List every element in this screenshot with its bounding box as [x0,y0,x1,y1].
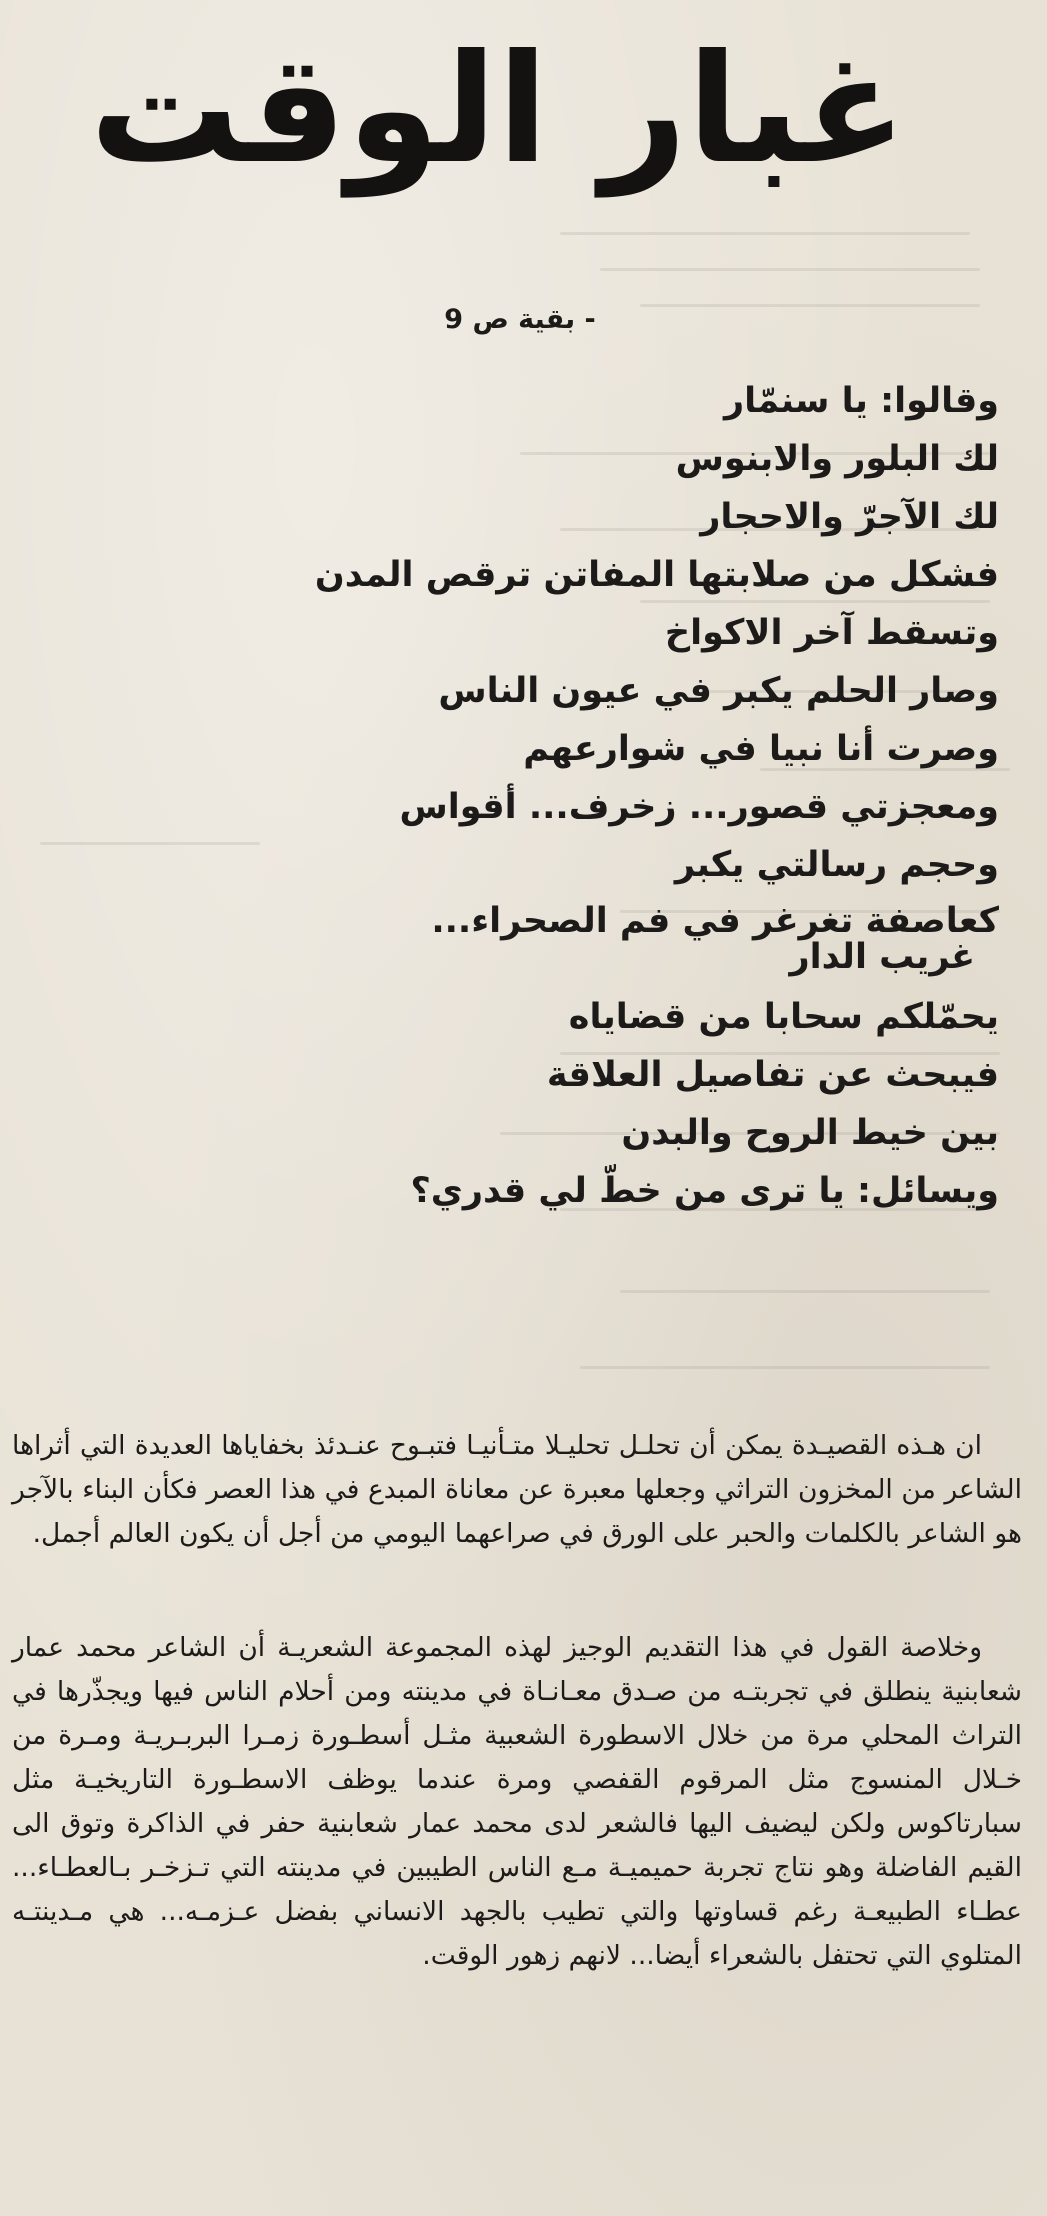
continuation-note: - بقية ص 9 [444,304,596,335]
poem-line: لك البلور والابنوس [675,439,999,479]
poem-line: وحجم رسالتي يكبر [674,845,999,885]
poem-line: وقالوا: يا سنمّار [723,381,999,421]
poem-line: ويسائل: يا ترى من خطّ لي قدري؟ [410,1171,999,1211]
show-through-text [620,1290,990,1293]
analysis-paragraph-1 [12,1424,1022,1556]
poem-line: غريب الدار [789,937,975,977]
poem-line: فيبحث عن تفاصيل العلاقة [546,1055,999,1095]
poem-line: كعاصفة تغرغر في فم الصحراء... [431,901,999,941]
poem-line: يحمّلكم سحابا من قضاياه [568,997,999,1037]
poem-line: بين خيط الروح والبدن [621,1113,999,1153]
poem-line: وصرت أنا نبيا في شوارعهم [523,729,999,769]
poem-line: ومعجزتي قصور... زخرف... أقواس [399,787,999,827]
poem-line: وصار الحلم يكبر في عيون الناس [438,671,999,711]
show-through-text [580,1366,990,1369]
poem-line: فشكل من صلابتها المفاتن ترقص المدن [314,555,999,595]
show-through-text [640,600,990,603]
paragraph-text: ان هـذه القصيـدة يمكن أن تحلـل تحليـلا متـأنيـا فتبـوح عنـدئذ بخفاياها العديدة التي أثراها الشاعر من المخزون التراثي وجعلها معبرة عن معاناة المبدع في هذا العصر فكأن البناء بالآجر هو الشاعر بالكلمات والحبر على الورق في صراعهما اليومي من أجل أن يكون العالم أجمل. [12,1430,1022,1549]
show-through-text [40,842,260,845]
show-through-text [560,232,970,235]
show-through-text [640,304,980,307]
paragraph-text: وخلاصة القول في هذا التقديم الوجيز لهذه المجموعة الشعريـة أن الشاعر محمد عمار شعابنية ينطلق في تجربتـه من صـدق معـانـاة في مدينته ومن أحلام الناس فيها ويجذّرها في التراث المحلي مرة من خلال الاسطورة الشعبية مثـل أسطـورة زمـرا البربـريـة ومـرة من خـلال المنسوج مثل المرقوم القفصي ومرة عندما يوظف الاسطـورة التاريخيـة مثل سبارتاكوس ولكن ليضيف اليها فالشعر لدى محمد عمار شعابنية حفر في الذاكرة وتوق الى القيم الفاضلة وهو نتاج تجربة حميميـة مـع الناس الطيبين في مدينته التي تـزخـر بـالعطـاء... عطـاء الطبيعـة رغم قساوتها والتي تطيب بالجهد الانساني بفضل عـزمـه... هي مـدينتـه المتلوي التي تحتفل بالشعراء أيضا... لانهم زهور الوقت. [12,1632,1022,1971]
show-through-text [600,268,980,271]
poem-line: لك الآجرّ والاحجار [700,497,999,537]
article-title: غبار الوقت [89,23,907,197]
poem-line: وتسقط آخر الاكواخ [664,613,999,653]
analysis-paragraph-2 [12,1626,1022,1978]
